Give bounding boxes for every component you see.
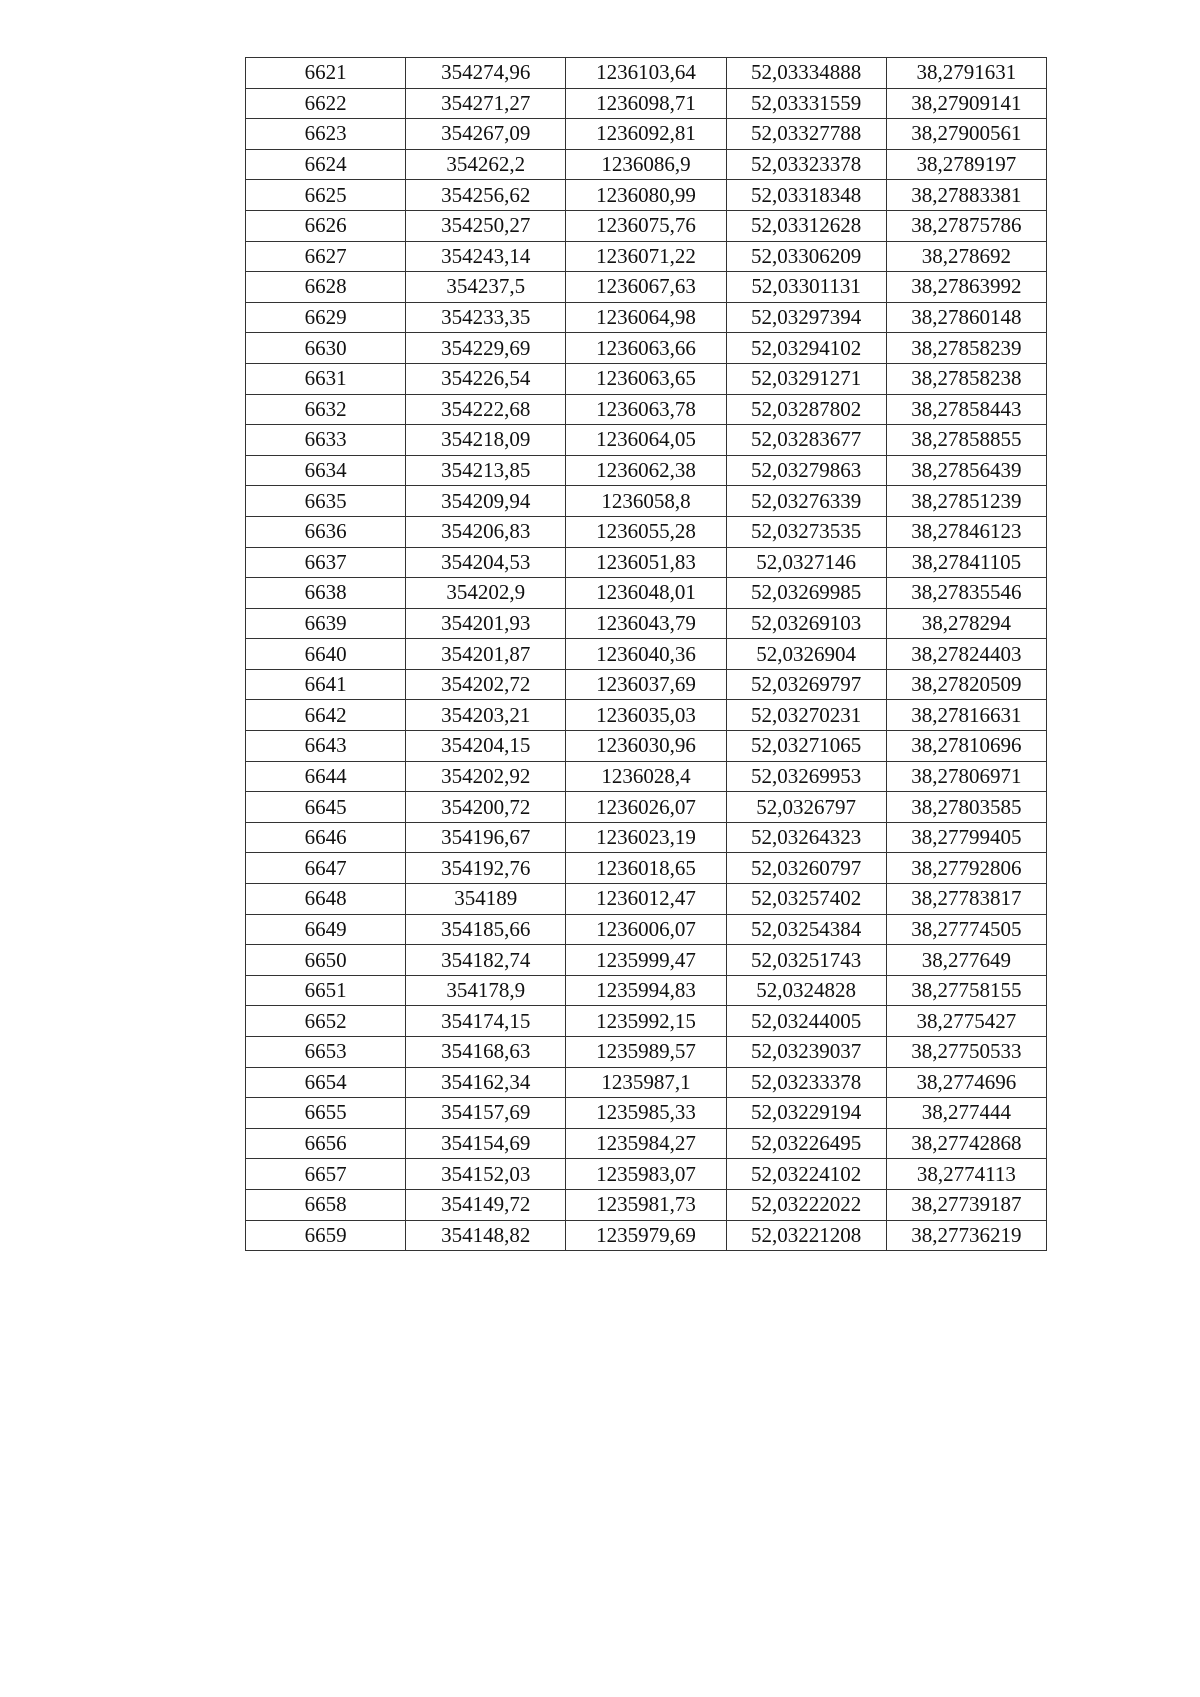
table-row [246,761,1047,792]
longitude-cell: 38,27816631 [886,700,1046,731]
y-coordinate-cell: 1235994,83 [566,975,726,1006]
latitude-cell: 52,03273535 [726,516,886,547]
latitude-cell: 52,03287802 [726,394,886,425]
y-coordinate-cell: 1236030,96 [566,731,726,762]
point-number-cell: 6621 [246,58,406,89]
y-coordinate-cell: 1235979,69 [566,1220,726,1251]
latitude-cell: 52,03264323 [726,822,886,853]
longitude-cell: 38,27806971 [886,761,1046,792]
latitude-cell: 52,03226495 [726,1128,886,1159]
y-coordinate-cell: 1236064,05 [566,425,726,456]
x-coordinate-cell: 354192,76 [406,853,566,884]
latitude-cell: 52,03312628 [726,210,886,241]
x-coordinate-cell: 354243,14 [406,241,566,272]
longitude-cell: 38,27909141 [886,88,1046,119]
latitude-cell: 52,0326797 [726,792,886,823]
y-coordinate-cell: 1236037,69 [566,669,726,700]
longitude-cell: 38,27851239 [886,486,1046,517]
point-number-cell: 6629 [246,302,406,333]
y-coordinate-cell: 1235992,15 [566,1006,726,1037]
table-row [246,578,1047,609]
point-number-cell: 6658 [246,1189,406,1220]
x-coordinate-cell: 354182,74 [406,945,566,976]
longitude-cell: 38,27858238 [886,363,1046,394]
x-coordinate-cell: 354209,94 [406,486,566,517]
y-coordinate-cell: 1236075,76 [566,210,726,241]
x-coordinate-cell: 354157,69 [406,1098,566,1129]
longitude-cell: 38,277444 [886,1098,1046,1129]
latitude-cell: 52,03276339 [726,486,886,517]
y-coordinate-cell: 1236098,71 [566,88,726,119]
longitude-cell: 38,278692 [886,241,1046,272]
point-number-cell: 6649 [246,914,406,945]
x-coordinate-cell: 354178,9 [406,975,566,1006]
table-row [246,486,1047,517]
longitude-cell: 38,27820509 [886,669,1046,700]
y-coordinate-cell: 1236040,36 [566,639,726,670]
point-number-cell: 6635 [246,486,406,517]
point-number-cell: 6624 [246,149,406,180]
latitude-cell: 52,03279863 [726,455,886,486]
table-row [246,516,1047,547]
point-number-cell: 6645 [246,792,406,823]
x-coordinate-cell: 354201,87 [406,639,566,670]
table-row [246,241,1047,272]
longitude-cell: 38,27758155 [886,975,1046,1006]
y-coordinate-cell: 1236071,22 [566,241,726,272]
point-number-cell: 6646 [246,822,406,853]
point-number-cell: 6653 [246,1037,406,1068]
longitude-cell: 38,2775427 [886,1006,1046,1037]
longitude-cell: 38,277649 [886,945,1046,976]
longitude-cell: 38,27856439 [886,455,1046,486]
table-row [246,1220,1047,1251]
y-coordinate-cell: 1236035,03 [566,700,726,731]
point-number-cell: 6642 [246,700,406,731]
longitude-cell: 38,27841105 [886,547,1046,578]
longitude-cell: 38,27858855 [886,425,1046,456]
latitude-cell: 52,0326904 [726,639,886,670]
latitude-cell: 52,03327788 [726,119,886,150]
y-coordinate-cell: 1235987,1 [566,1067,726,1098]
y-coordinate-cell: 1236092,81 [566,119,726,150]
longitude-cell: 38,27774505 [886,914,1046,945]
latitude-cell: 52,03257402 [726,884,886,915]
x-coordinate-cell: 354206,83 [406,516,566,547]
x-coordinate-cell: 354267,09 [406,119,566,150]
latitude-cell: 52,03297394 [726,302,886,333]
table-row [246,302,1047,333]
longitude-cell: 38,2791631 [886,58,1046,89]
y-coordinate-cell: 1236051,83 [566,547,726,578]
latitude-cell: 52,03269953 [726,761,886,792]
longitude-cell: 38,27810696 [886,731,1046,762]
longitude-cell: 38,27739187 [886,1189,1046,1220]
longitude-cell: 38,2789197 [886,149,1046,180]
y-coordinate-cell: 1236063,65 [566,363,726,394]
longitude-cell: 38,27875786 [886,210,1046,241]
point-number-cell: 6647 [246,853,406,884]
point-number-cell: 6637 [246,547,406,578]
y-coordinate-cell: 1235983,07 [566,1159,726,1190]
x-coordinate-cell: 354250,27 [406,210,566,241]
table-row [246,731,1047,762]
latitude-cell: 52,03254384 [726,914,886,945]
point-number-cell: 6654 [246,1067,406,1098]
point-number-cell: 6640 [246,639,406,670]
table-row [246,792,1047,823]
longitude-cell: 38,27858443 [886,394,1046,425]
y-coordinate-cell: 1236048,01 [566,578,726,609]
longitude-cell: 38,27799405 [886,822,1046,853]
table-row [246,272,1047,303]
table-row [246,1098,1047,1129]
point-number-cell: 6657 [246,1159,406,1190]
x-coordinate-cell: 354154,69 [406,1128,566,1159]
longitude-cell: 38,27783817 [886,884,1046,915]
table-row [246,822,1047,853]
latitude-cell: 52,03221208 [726,1220,886,1251]
table-row [246,1067,1047,1098]
y-coordinate-cell: 1236026,07 [566,792,726,823]
point-number-cell: 6655 [246,1098,406,1129]
longitude-cell: 38,27883381 [886,180,1046,211]
latitude-cell: 52,03233378 [726,1067,886,1098]
y-coordinate-cell: 1236043,79 [566,608,726,639]
x-coordinate-cell: 354148,82 [406,1220,566,1251]
latitude-cell: 52,03244005 [726,1006,886,1037]
latitude-cell: 52,03270231 [726,700,886,731]
table-row [246,669,1047,700]
latitude-cell: 52,03251743 [726,945,886,976]
y-coordinate-cell: 1236006,07 [566,914,726,945]
x-coordinate-cell: 354233,35 [406,302,566,333]
x-coordinate-cell: 354202,9 [406,578,566,609]
table-row [246,119,1047,150]
latitude-cell: 52,03269797 [726,669,886,700]
y-coordinate-cell: 1236080,99 [566,180,726,211]
y-coordinate-cell: 1235999,47 [566,945,726,976]
table-row [246,180,1047,211]
longitude-cell: 38,27824403 [886,639,1046,670]
x-coordinate-cell: 354204,15 [406,731,566,762]
x-coordinate-cell: 354201,93 [406,608,566,639]
x-coordinate-cell: 354226,54 [406,363,566,394]
latitude-cell: 52,03306209 [726,241,886,272]
x-coordinate-cell: 354200,72 [406,792,566,823]
table-row [246,425,1047,456]
point-number-cell: 6632 [246,394,406,425]
longitude-cell: 38,27860148 [886,302,1046,333]
x-coordinate-cell: 354174,15 [406,1006,566,1037]
point-number-cell: 6625 [246,180,406,211]
table-row [246,975,1047,1006]
longitude-cell: 38,27835546 [886,578,1046,609]
x-coordinate-cell: 354271,27 [406,88,566,119]
x-coordinate-cell: 354202,72 [406,669,566,700]
longitude-cell: 38,278294 [886,608,1046,639]
point-number-cell: 6651 [246,975,406,1006]
latitude-cell: 52,03323378 [726,149,886,180]
table-row [246,853,1047,884]
y-coordinate-cell: 1236062,38 [566,455,726,486]
point-number-cell: 6644 [246,761,406,792]
x-coordinate-cell: 354213,85 [406,455,566,486]
latitude-cell: 52,03229194 [726,1098,886,1129]
point-number-cell: 6656 [246,1128,406,1159]
latitude-cell: 52,03291271 [726,363,886,394]
longitude-cell: 38,27742868 [886,1128,1046,1159]
point-number-cell: 6623 [246,119,406,150]
table-row [246,210,1047,241]
point-number-cell: 6638 [246,578,406,609]
point-number-cell: 6633 [246,425,406,456]
y-coordinate-cell: 1236018,65 [566,853,726,884]
table-row [246,914,1047,945]
point-number-cell: 6659 [246,1220,406,1251]
latitude-cell: 52,03239037 [726,1037,886,1068]
latitude-cell: 52,03224102 [726,1159,886,1190]
table-row [246,455,1047,486]
table-row [246,1037,1047,1068]
table-row [246,547,1047,578]
point-number-cell: 6641 [246,669,406,700]
longitude-cell: 38,27750533 [886,1037,1046,1068]
x-coordinate-cell: 354222,68 [406,394,566,425]
latitude-cell: 52,03301131 [726,272,886,303]
table-row [246,394,1047,425]
coordinate-table [245,57,1047,1251]
x-coordinate-cell: 354202,92 [406,761,566,792]
x-coordinate-cell: 354196,67 [406,822,566,853]
x-coordinate-cell: 354204,53 [406,547,566,578]
x-coordinate-cell: 354229,69 [406,333,566,364]
latitude-cell: 52,03294102 [726,333,886,364]
latitude-cell: 52,03334888 [726,58,886,89]
longitude-cell: 38,27900561 [886,119,1046,150]
point-number-cell: 6622 [246,88,406,119]
longitude-cell: 38,2774696 [886,1067,1046,1098]
latitude-cell: 52,03269985 [726,578,886,609]
x-coordinate-cell: 354256,62 [406,180,566,211]
x-coordinate-cell: 354152,03 [406,1159,566,1190]
table-row [246,1189,1047,1220]
point-number-cell: 6636 [246,516,406,547]
x-coordinate-cell: 354149,72 [406,1189,566,1220]
y-coordinate-cell: 1235985,33 [566,1098,726,1129]
x-coordinate-cell: 354162,34 [406,1067,566,1098]
table-row [246,700,1047,731]
point-number-cell: 6639 [246,608,406,639]
y-coordinate-cell: 1236063,66 [566,333,726,364]
point-number-cell: 6627 [246,241,406,272]
point-number-cell: 6626 [246,210,406,241]
latitude-cell: 52,03269103 [726,608,886,639]
point-number-cell: 6643 [246,731,406,762]
y-coordinate-cell: 1236086,9 [566,149,726,180]
latitude-cell: 52,03260797 [726,853,886,884]
table-row [246,333,1047,364]
latitude-cell: 52,03318348 [726,180,886,211]
table-row [246,945,1047,976]
point-number-cell: 6630 [246,333,406,364]
table-row [246,58,1047,89]
table-row [246,363,1047,394]
table-row [246,884,1047,915]
x-coordinate-cell: 354218,09 [406,425,566,456]
y-coordinate-cell: 1236103,64 [566,58,726,89]
longitude-cell: 38,27846123 [886,516,1046,547]
table-row [246,608,1047,639]
table-row [246,1159,1047,1190]
longitude-cell: 38,27736219 [886,1220,1046,1251]
point-number-cell: 6652 [246,1006,406,1037]
longitude-cell: 38,27803585 [886,792,1046,823]
y-coordinate-cell: 1236067,63 [566,272,726,303]
point-number-cell: 6634 [246,455,406,486]
y-coordinate-cell: 1236023,19 [566,822,726,853]
coordinate-table-body [246,58,1047,1251]
latitude-cell: 52,03271065 [726,731,886,762]
x-coordinate-cell: 354262,2 [406,149,566,180]
y-coordinate-cell: 1236063,78 [566,394,726,425]
longitude-cell: 38,27863992 [886,272,1046,303]
table-row [246,639,1047,670]
latitude-cell: 52,0327146 [726,547,886,578]
latitude-cell: 52,03283677 [726,425,886,456]
y-coordinate-cell: 1236058,8 [566,486,726,517]
longitude-cell: 38,2774113 [886,1159,1046,1190]
table-row [246,1006,1047,1037]
y-coordinate-cell: 1235984,27 [566,1128,726,1159]
table-row [246,88,1047,119]
table-row [246,149,1047,180]
y-coordinate-cell: 1236064,98 [566,302,726,333]
latitude-cell: 52,03331559 [726,88,886,119]
y-coordinate-cell: 1235981,73 [566,1189,726,1220]
x-coordinate-cell: 354168,63 [406,1037,566,1068]
x-coordinate-cell: 354189 [406,884,566,915]
y-coordinate-cell: 1236055,28 [566,516,726,547]
point-number-cell: 6628 [246,272,406,303]
latitude-cell: 52,0324828 [726,975,886,1006]
x-coordinate-cell: 354185,66 [406,914,566,945]
point-number-cell: 6631 [246,363,406,394]
latitude-cell: 52,03222022 [726,1189,886,1220]
y-coordinate-cell: 1236028,4 [566,761,726,792]
point-number-cell: 6648 [246,884,406,915]
y-coordinate-cell: 1235989,57 [566,1037,726,1068]
x-coordinate-cell: 354203,21 [406,700,566,731]
point-number-cell: 6650 [246,945,406,976]
longitude-cell: 38,27858239 [886,333,1046,364]
y-coordinate-cell: 1236012,47 [566,884,726,915]
x-coordinate-cell: 354237,5 [406,272,566,303]
x-coordinate-cell: 354274,96 [406,58,566,89]
longitude-cell: 38,27792806 [886,853,1046,884]
table-row [246,1128,1047,1159]
